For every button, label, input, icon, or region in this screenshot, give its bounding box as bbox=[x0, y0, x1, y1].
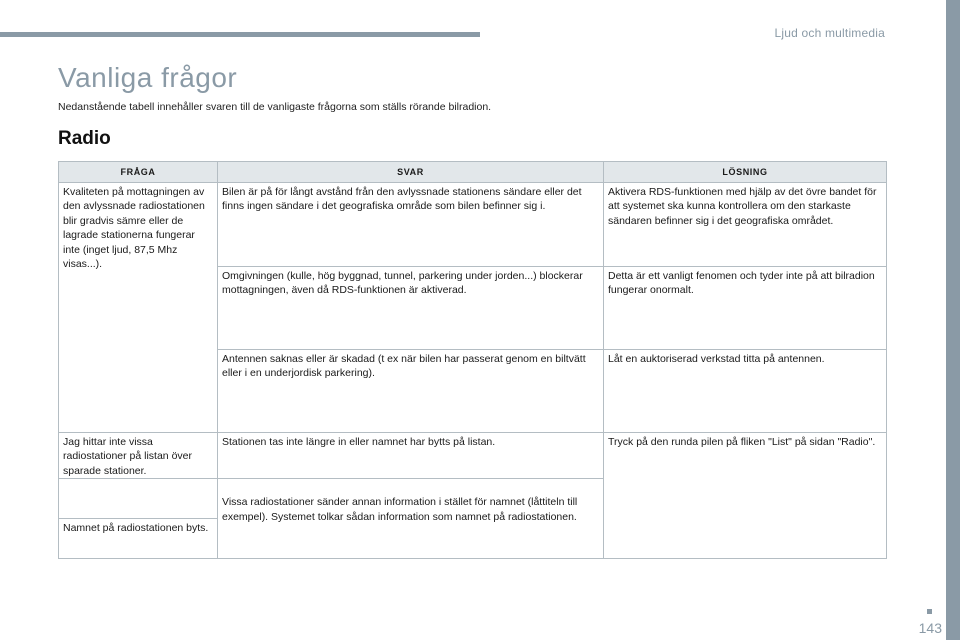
faq-table bbox=[58, 161, 887, 559]
solution-cell: Tryck på den runda pilen på fliken "List" på sidan "Radio". bbox=[604, 433, 887, 559]
column-header-solution: LÖSNING bbox=[604, 162, 887, 183]
answer-cell: Stationen tas inte längre in eller namnet har bytts på listan. bbox=[218, 433, 604, 479]
page-number: 143 bbox=[918, 620, 942, 636]
question-cell: Namnet på radiostationen byts. bbox=[59, 519, 218, 559]
solution-cell: Aktivera RDS-funktionen med hjälp av det övre bandet för att systemet ska kunna kontrollera om den starkaste sändaren befinner sig i det geografiska området. bbox=[604, 183, 887, 267]
column-header-answer: SVAR bbox=[218, 162, 604, 183]
answer-cell: Antennen saknas eller är skadad (t ex när bilen har passerat genom en biltvätt eller i en underjordisk parkering). bbox=[218, 350, 604, 433]
solution-cell: Låt en auktoriserad verkstad titta på antennen. bbox=[604, 350, 887, 433]
footer-square-icon bbox=[927, 609, 932, 614]
answer-cell: Omgivningen (kulle, hög byggnad, tunnel, parkering under jorden...) blockerar mottagningen, även då RDS-funktionen är aktiverad. bbox=[218, 267, 604, 350]
question-cell-continued bbox=[59, 479, 218, 519]
question-cell: Kvaliteten på mottagningen av den avlyssnade radiostationen blir gradvis sämre eller de lagrade stationerna fungerar inte (inget ljud, 87,5 Mhz visas...). bbox=[59, 183, 218, 433]
column-header-question: FRÅGA bbox=[59, 162, 218, 183]
table-row bbox=[59, 433, 887, 479]
header-accent-bar bbox=[0, 32, 480, 37]
intro-text: Nedanstående tabell innehåller svaren till de vanligaste frågorna som ställs rörande bilradion. bbox=[58, 101, 492, 113]
page-title: Vanliga frågor bbox=[58, 62, 238, 93]
chapter-edge-bar bbox=[946, 0, 960, 640]
table-row bbox=[59, 183, 887, 267]
solution-cell: Detta är ett vanligt fenomen och tyder inte på att bilradion fungerar onormalt. bbox=[604, 267, 887, 350]
answer-cell: Vissa radiostationer sänder annan information i stället för namnet (låttiteln till exempel). Systemet tolkar sådan information som namnet på radiostationen. bbox=[218, 479, 604, 559]
table-header-row bbox=[59, 162, 887, 183]
section-heading: Radio bbox=[58, 128, 111, 149]
section-title: Ljud och multimedia bbox=[774, 26, 885, 40]
answer-cell: Bilen är på för långt avstånd från den avlyssnade stationens sändare eller det finns ingen sändare i det geografiska område som bilen befinner sig i. bbox=[218, 183, 604, 267]
question-cell: Jag hittar inte vissa radiostationer på listan över sparade stationer. bbox=[59, 433, 218, 479]
